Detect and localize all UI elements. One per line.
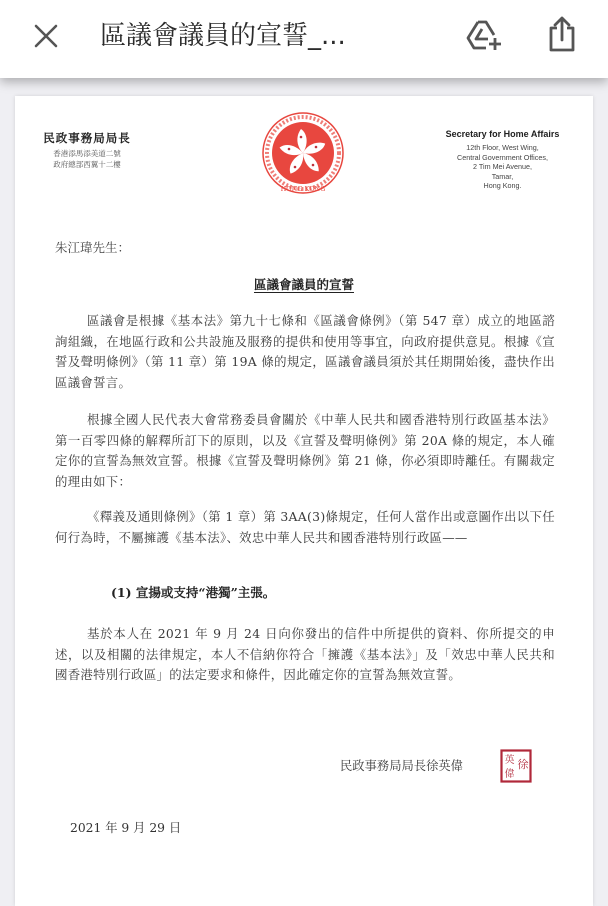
reason-point-1: (1) 宣揚或支持“港獨”主張。 — [111, 585, 276, 600]
add-to-drive-icon — [464, 18, 504, 54]
svg-text:英: 英 — [504, 755, 515, 766]
app-top-bar — [0, 0, 608, 78]
letterhead-chinese-title: 民政事務局局長 — [43, 131, 131, 145]
close-button[interactable] — [26, 16, 66, 56]
svg-text:偉: 偉 — [504, 769, 515, 780]
letterhead-english-title: Secretary for Home Affairs — [445, 129, 560, 139]
official-seal-icon — [500, 749, 532, 783]
letterhead-english-address-3: 2 Tim Mei Avenue, — [473, 162, 532, 171]
hong-kong-emblem-icon — [261, 111, 345, 197]
letterhead-chinese-address-2: 政府總部西翼十二樓 — [53, 160, 121, 169]
close-icon — [33, 23, 59, 49]
letterhead-chinese-address-1: 香港添馬添美道二號 — [53, 149, 121, 158]
salutation: 朱江瑋先生： — [55, 240, 131, 255]
letterhead-english — [425, 129, 580, 191]
svg-text:徐: 徐 — [517, 758, 529, 771]
document-title: 區議會議員的宣誓_... — [100, 21, 346, 51]
letter-title-text: 區議會議員的宣誓 — [253, 277, 354, 292]
letterhead-english-address-4: Tamar, — [491, 171, 514, 181]
emblem-label: HONG KONG — [280, 185, 326, 193]
add-to-drive-button[interactable] — [462, 14, 506, 58]
letterhead-chinese — [37, 130, 137, 170]
paragraph-4: 基於本人在 2021 年 9 月 24 日向你發出的信件中所提供的資料、你所提交的申述，以及相關的法律規定，本人不信納你符合「擁護《基本法》」及「效忠中華人民共和國香港特別行政區」的法定要求和條件，因此確定你的宣誓為無效宣誓。 — [55, 626, 555, 682]
letterhead-english-address-2: Central Government Offices, — [457, 152, 548, 162]
letterhead-english-address-1: 12th Floor, West Wing, — [466, 143, 539, 152]
letter-title — [15, 274, 593, 293]
share-icon — [547, 15, 577, 53]
paragraph-3: 《釋義及通則條例》（第 1 章）第 3AA(3)條規定，任何人當作出或意圖作出以下任何行為時，不屬擁護《基本法》、效忠中華人民共和國香港特別行政區—— — [55, 509, 555, 545]
document-page[interactable] — [15, 96, 593, 906]
paragraph-1: 區議會是根據《基本法》第九十七條和《區議會條例》（第 547 章）成立的地區諮詢組織，在地區行政和公共設施及服務的提供和使用等事宜，向政府提供意見。根據《宣誓及聲明條例》（第 11 章）第 19A 條的規定，區議會議員須於其任期開始後，盡快作出區議會誓言。 — [55, 313, 555, 390]
share-button[interactable] — [540, 12, 584, 56]
signature-line: 民政事務局局長徐英偉 — [340, 759, 463, 773]
letter-date: 2021 年 9 月 29 日 — [70, 821, 182, 835]
paragraph-2: 根據全國人民代表大會常務委員會關於《中華人民共和國香港特別行政區基本法》第一百零四條的解釋所訂下的原則，以及《宣誓及聲明條例》第 20A 條的規定，本人確定你的宣誓為無效宣誓。根據《宣誓及聲明條例》第 21 條，你必須即時離任。有關裁定的理由如下： — [55, 412, 555, 489]
letterhead-english-address-5: Hong Kong. — [483, 181, 522, 190]
